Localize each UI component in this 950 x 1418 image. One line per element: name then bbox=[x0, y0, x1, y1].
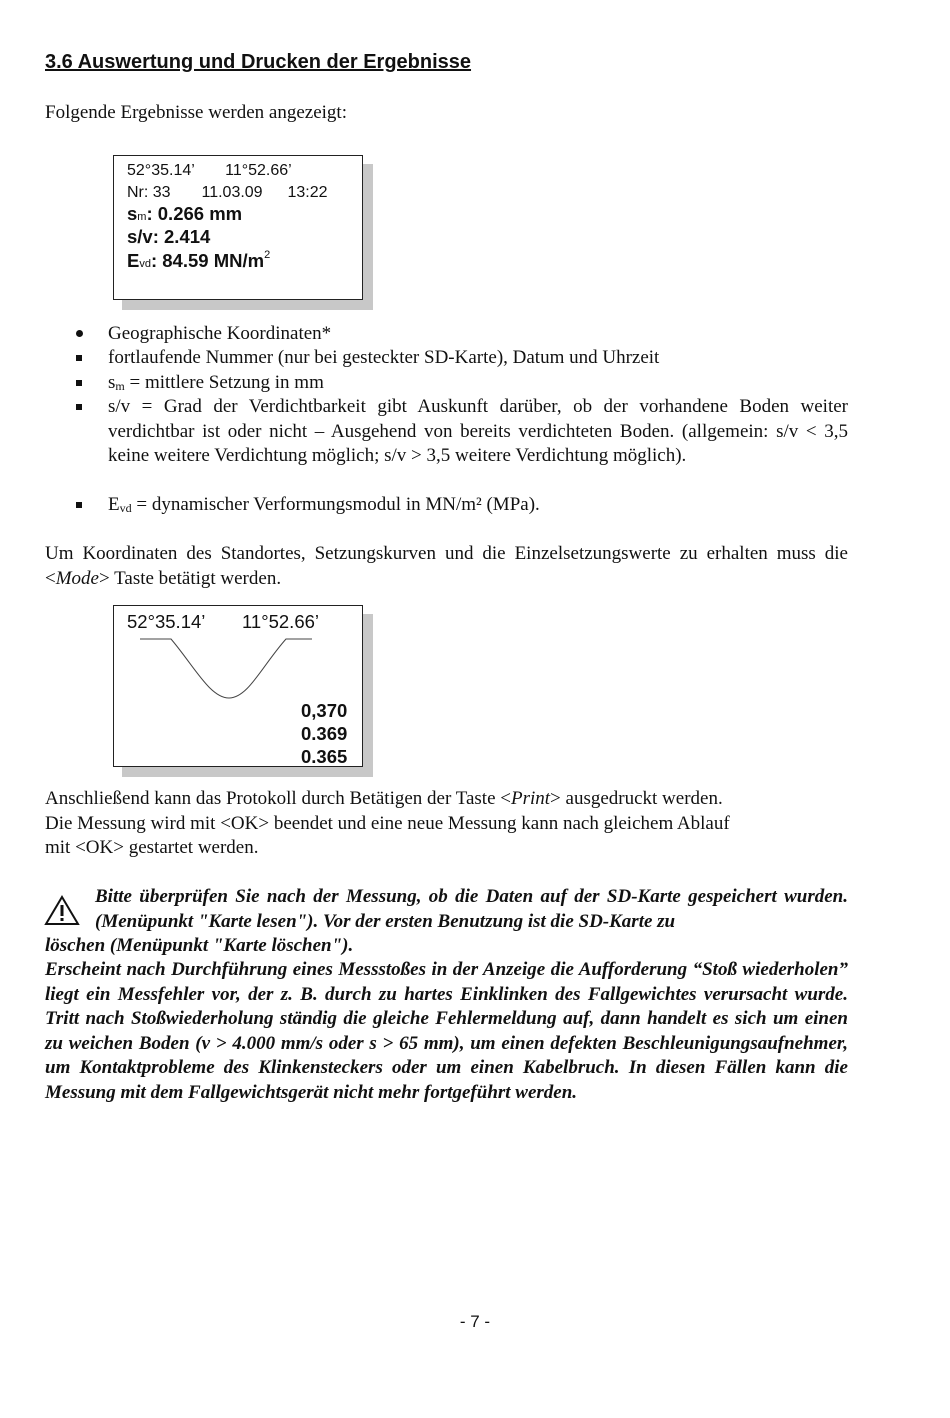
display1-lon: 11°52.66’ bbox=[225, 162, 292, 179]
display1-evd-sup: 2 bbox=[264, 249, 271, 261]
display1-evd bbox=[127, 250, 270, 272]
display1-date: 11.03.09 bbox=[201, 184, 263, 201]
display1-evd-sub: vd bbox=[139, 258, 151, 270]
display1-sm-value: : 0.266 mm bbox=[146, 203, 243, 224]
print-text-before: Anschließend kann das Protokoll durch Betätigen der Taste < bbox=[45, 788, 511, 809]
warning-paragraph: Erscheint nach Durchführung eines Messstoßes in der Anzeige die Aufforderung “Stoß wiederholen” liegt ein Messfehler vor, der z. B. durch zu hartes Einklinken des Fallgewichtes verursacht wurde. Tritt nach Stoßwiederholung ständig die gleiche Fehlermeldung auf, dann handelt es sich um einen zu weichen Boden (v > 4.000 mm/s oder s > 65 mm), um einen defekten Beschleunigungsaufnehmer, um Kontaktprobleme des Klinkensteckers oder um einen Kabelbruch. In diesen Fällen kann die Messung mit dem Fallgewichtsgerät nicht mehr fortgeführt werden. bbox=[45, 959, 848, 1103]
page-number: - 7 - bbox=[459, 1312, 491, 1331]
mode-key: Mode bbox=[55, 567, 99, 589]
display1-sv: s/v: 2.414 bbox=[127, 226, 211, 247]
display1-sm-label: s bbox=[127, 203, 138, 224]
display1-nr: Nr: 33 bbox=[127, 184, 171, 201]
bullet-square-icon bbox=[76, 371, 96, 395]
display-screen-curve bbox=[113, 605, 363, 767]
display2-value-3: 0.365 bbox=[301, 746, 348, 767]
b3-sub: m bbox=[115, 379, 125, 393]
display1-sm-sub: m bbox=[137, 211, 147, 223]
display2-lon: 11°52.66’ bbox=[242, 611, 320, 632]
b5-sub: vd bbox=[119, 501, 132, 515]
print-key: Print bbox=[510, 788, 551, 809]
display1-meta bbox=[127, 184, 328, 202]
list-item bbox=[108, 371, 848, 397]
display1-evd-label: E bbox=[127, 250, 140, 271]
display1-time: 13:22 bbox=[287, 184, 328, 201]
display1-coordinates bbox=[127, 162, 292, 180]
warning-text-first: Bitte überprüfen Sie nach der Messung, ob die Daten auf der SD-Karte gespeichert wurden. (Menüpunkt "Karte lesen"). Vor der ersten Benutzung ist die SD-Karte zu bbox=[95, 886, 848, 932]
print-text-after: > ausgedruckt werden. bbox=[550, 788, 723, 809]
print-paragraph bbox=[45, 787, 850, 861]
mode-paragraph bbox=[45, 542, 848, 591]
display1-sm bbox=[127, 203, 242, 225]
b3-rest: = mittlere Setzung in mm bbox=[124, 372, 324, 393]
list-item: fortlaufende Nummer (nur bei gesteckter SD-Karte), Datum und Uhrzeit bbox=[108, 347, 660, 368]
display2-value-1: 0,370 bbox=[301, 700, 348, 721]
print-line-1 bbox=[45, 787, 850, 812]
bullet-square-icon bbox=[76, 346, 96, 370]
section-heading: 3.6 Auswertung und Drucken der Ergebnisse bbox=[45, 51, 472, 73]
bullet-square-icon bbox=[76, 395, 96, 419]
b5-rest: = dynamischer Verformungsmodul in MN/m² (MPa). bbox=[131, 494, 540, 515]
display-screen-results bbox=[113, 155, 363, 300]
list-item: Geographische Koordinaten* bbox=[108, 323, 332, 344]
display2-lat: 52°35.14’ bbox=[127, 611, 206, 632]
mode-text-after: > Taste betätigt werden. bbox=[98, 567, 282, 589]
warning-triangle-icon bbox=[44, 895, 80, 927]
print-line-3: mit <OK> gestartet werden. bbox=[45, 837, 259, 858]
print-line-2: Die Messung wird mit <OK> beendet und eine neue Messung kann nach gleichem Ablauf bbox=[45, 812, 730, 834]
warning-text-last: löschen (Menüpunkt "Karte löschen"). bbox=[45, 935, 354, 956]
bullet-square-icon bbox=[76, 493, 96, 517]
display2-value-2: 0.369 bbox=[301, 723, 348, 744]
intro-text: Folgende Ergebnisse werden angezeigt: bbox=[45, 102, 347, 123]
display1-lat: 52°35.14’ bbox=[127, 162, 195, 179]
list-item bbox=[108, 493, 848, 519]
b3-s: s bbox=[108, 372, 116, 393]
display1-evd-value: : 84.59 MN/m bbox=[150, 250, 265, 271]
mode-text-before: Um Koordinaten des Standortes, Setzungskurven und die Einzelsetzungswerte zu erhalten muss die < bbox=[45, 543, 848, 589]
b5-e: E bbox=[108, 494, 120, 515]
list-item: s/v = Grad der Verdichtbarkeit gibt Auskunft darüber, ob der vorhandene Boden weiter verdichtbar ist oder nicht – Ausgehend von bereits verdichteten Boden. (allgemein: s/v < 3,5 keine weitere Verdichtung möglich; s/v > 3,5 weitere Verdichtung möglich). bbox=[108, 396, 848, 466]
bullet-dot-icon bbox=[76, 322, 96, 346]
